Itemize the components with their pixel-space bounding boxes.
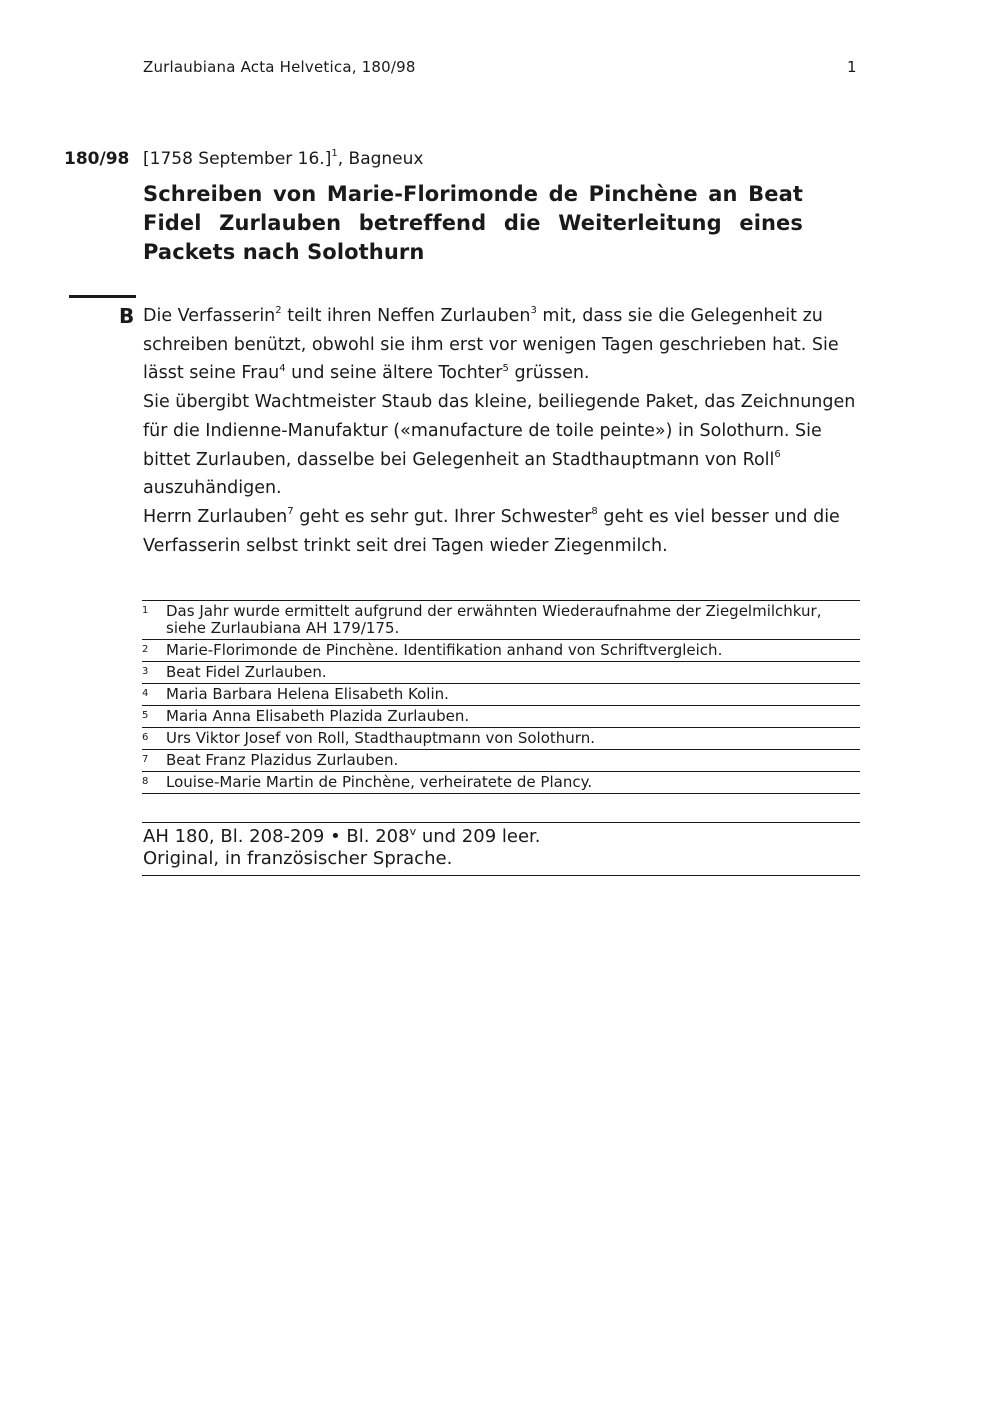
footnote-text: Beat Franz Plazidus Zurlauben. (166, 751, 399, 769)
entry-date: [1758 September 16.] (143, 149, 332, 169)
footnote-number: 6 (142, 732, 149, 743)
footnote-text: Marie-Florimonde de Pinchène. Identifikation anhand von Schriftvergleich. (166, 641, 723, 659)
footnote-number: 3 (142, 666, 149, 677)
summary-paragraph: Sie übergibt Wachtmeister Staub das kleine, beiliegende Paket, das Zeichnungen für die Indienne-Manufaktur («manufacture de toile peinte») in Solothurn. Sie bittet Zurlauben, dasselbe bei Gelegenheit an Stadthauptmann von Roll$^6$ auszuhändigen. (143, 392, 856, 499)
footnote-number: 4 (142, 688, 149, 699)
footnote-ref[interactable]: 7 (287, 506, 294, 518)
running-header: Zurlaubiana Acta Helvetica, 180/98 (143, 58, 416, 76)
footnote-item (142, 750, 860, 772)
footnote-number: 8 (142, 776, 149, 787)
entry-number: 180/98 (64, 149, 130, 169)
footnote-ref[interactable]: 4 (279, 362, 286, 374)
footnote-text: Beat Fidel Zurlauben. (166, 663, 327, 681)
summary-text (143, 302, 858, 560)
entry-title: Schreiben von Marie-Florimonde de Pinchène an Beat Fidel Zurlauben betreffend die Weiterleitung eines Packets nach Solothurn (143, 182, 803, 264)
source-signature: AH 180, Bl. 208-209 • Bl. 208$^v$ und 209 leer. (143, 825, 541, 847)
footnote-item (142, 684, 860, 706)
summary-paragraph: Herrn Zurlauben$^7$ geht es sehr gut. Ihrer Schwester$^8$ geht es viel besser und die Verfasserin selbst trinkt seit drei Tagen wieder Ziegenmilch. (143, 506, 840, 556)
footnote-text: Urs Viktor Josef von Roll, Stadthauptmann von Solothurn. (166, 729, 595, 747)
footnote-ref[interactable]: 8 (591, 506, 598, 518)
footnote-number: 1 (142, 605, 149, 616)
footnote-ref[interactable]: 3 (530, 305, 537, 317)
footnote-item (142, 640, 860, 662)
section-marker: B (119, 304, 135, 328)
footnote-number: 7 (142, 754, 149, 765)
footnote-text: Das Jahr wurde ermittelt aufgrund der erwähnten Wiederaufnahme der Ziegelmilchkur, siehe Zurlaubiana AH 179/175. (166, 602, 822, 637)
footnote-item (142, 728, 860, 750)
footnote-text: Louise-Marie Martin de Pinchène, verheiratete de Plancy. (166, 773, 593, 791)
source-note (142, 822, 860, 876)
summary-paragraph: Die Verfasserin$^2$ teilt ihren Neffen Zurlauben$^3$ mit, dass sie die Gelegenheit zu schreiben benützt, obwohl sie ihm erst vor wenigen Tagen geschrieben hat. Sie lässt seine Frau$^4$ und seine ältere Tochter$^5$ grüssen. (143, 305, 839, 384)
footnote-ref[interactable]: 5 (502, 362, 509, 374)
entry-place: , Bagneux (337, 149, 424, 169)
source-language: Original, in französischer Sprache. (143, 848, 453, 869)
entry-date-line (143, 149, 423, 169)
footnote-ref[interactable]: 2 (275, 305, 282, 317)
footnote-ref[interactable]: 6 (774, 448, 781, 460)
page-number: 1 (847, 58, 857, 76)
footnote-item (142, 662, 860, 684)
footnote-item (142, 601, 860, 640)
footnote-ref[interactable]: 1 (331, 148, 338, 160)
footnote-item (142, 706, 860, 728)
footnote-item (142, 772, 860, 794)
footnote-text: Maria Anna Elisabeth Plazida Zurlauben. (166, 707, 470, 725)
footnote-text: Maria Barbara Helena Elisabeth Kolin. (166, 685, 449, 703)
footnotes-list (142, 600, 860, 794)
footnote-number: 5 (142, 710, 149, 721)
footnote-number: 2 (142, 644, 149, 655)
section-divider (69, 295, 136, 298)
